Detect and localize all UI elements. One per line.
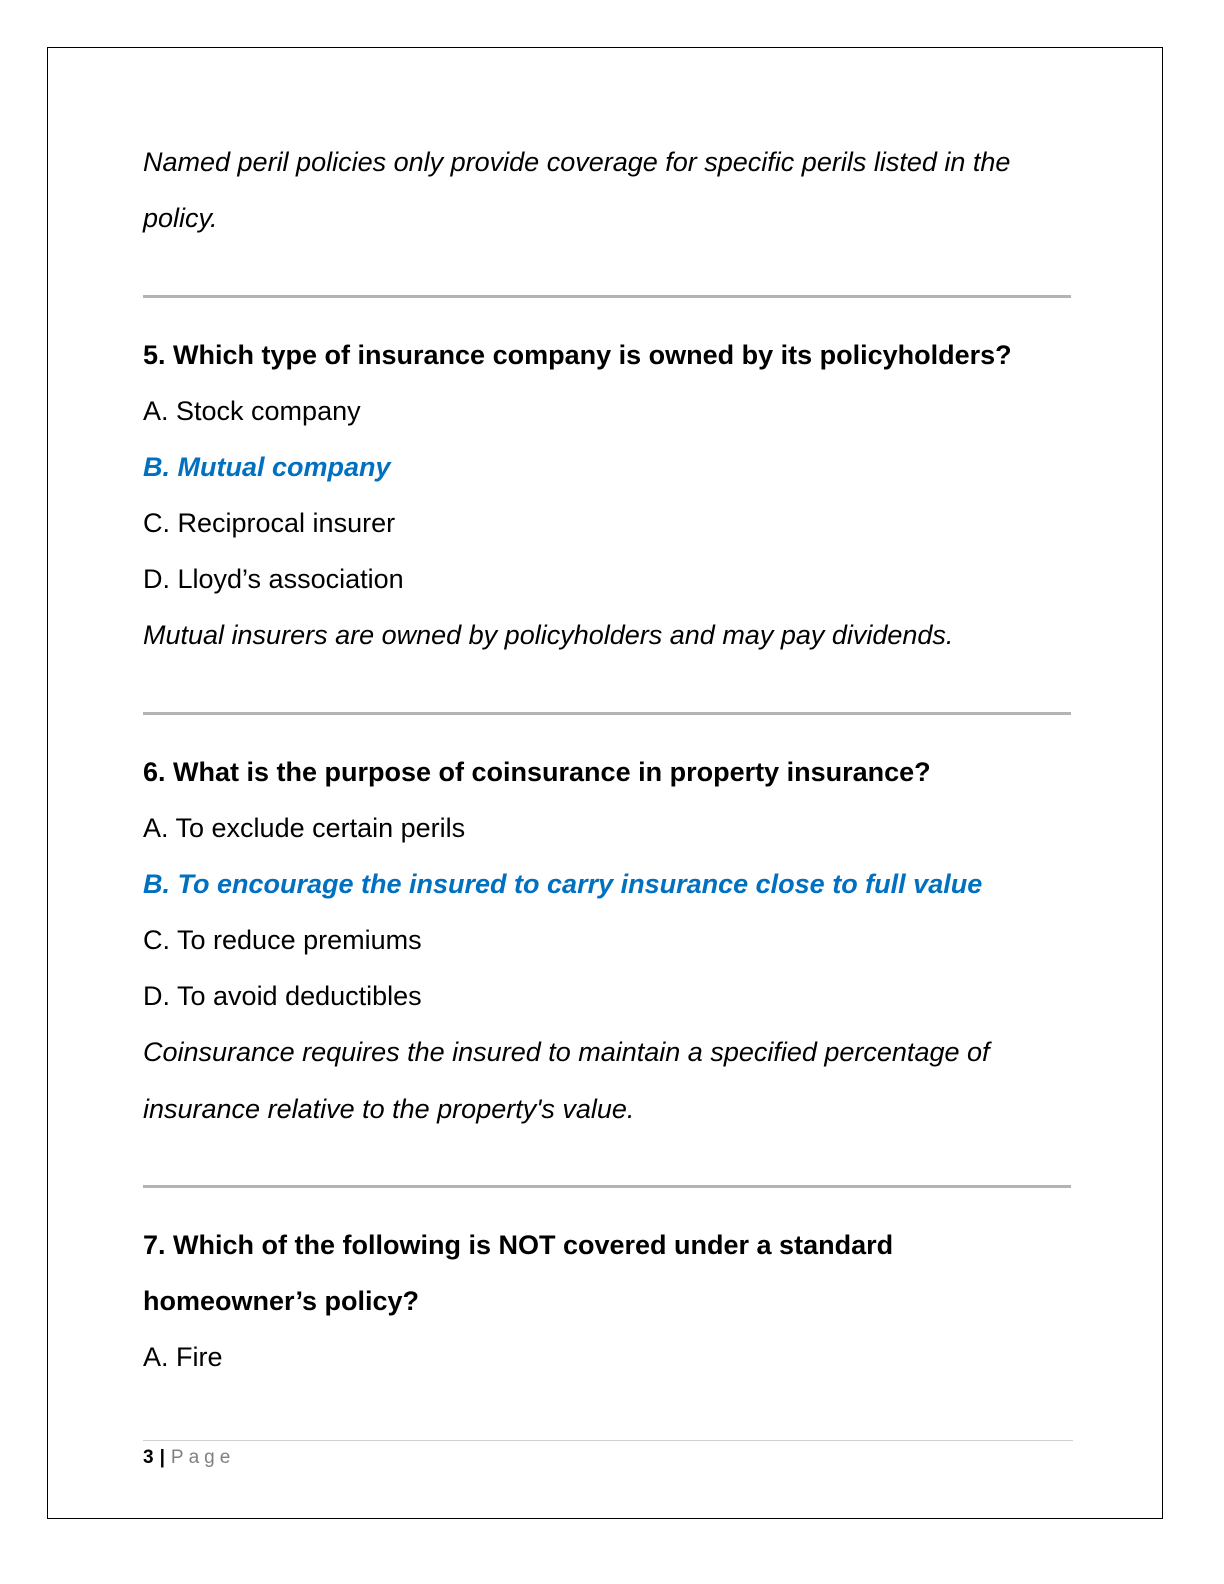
answer-option: A. Stock company (143, 396, 361, 426)
answer-option: A. To exclude certain perils (143, 813, 466, 843)
explanation-line: Coinsurance requires the insured to maintain a specified percentage of (143, 1037, 990, 1067)
section-divider (143, 1185, 1071, 1188)
answer-option: A. Fire (143, 1342, 223, 1372)
question-text: 5. Which type of insurance company is owned by its policyholders? (143, 340, 1012, 370)
section-divider (143, 295, 1071, 298)
question-text: 7. Which of the following is NOT covered under a standard (143, 1230, 894, 1260)
correct-answer-option: B. To encourage the insured to carry insurance close to full value (143, 869, 983, 899)
section-divider (143, 712, 1071, 715)
explanation-line: Mutual insurers are owned by policyholders and may pay dividends. (143, 620, 954, 650)
question-text: 6. What is the purpose of coinsurance in property insurance? (143, 757, 931, 787)
page-number: 3 (143, 1447, 154, 1468)
footer-rule (143, 1440, 1073, 1441)
answer-option: D. Lloyd’s association (143, 564, 404, 594)
explanation-line: policy. (143, 203, 218, 233)
answer-option: C. To reduce premiums (143, 925, 422, 955)
page-footer (143, 1446, 235, 1470)
explanation-line: Named peril policies only provide coverage for specific perils listed in the (143, 147, 1011, 177)
answer-option: C. Reciprocal insurer (143, 508, 396, 538)
footer-separator: | (159, 1447, 165, 1468)
question-text: homeowner’s policy? (143, 1286, 420, 1316)
page-label: Page (170, 1447, 236, 1468)
correct-answer-option: B. Mutual company (143, 452, 391, 482)
explanation-line: insurance relative to the property's value. (143, 1094, 635, 1124)
answer-option: D. To avoid deductibles (143, 981, 422, 1011)
